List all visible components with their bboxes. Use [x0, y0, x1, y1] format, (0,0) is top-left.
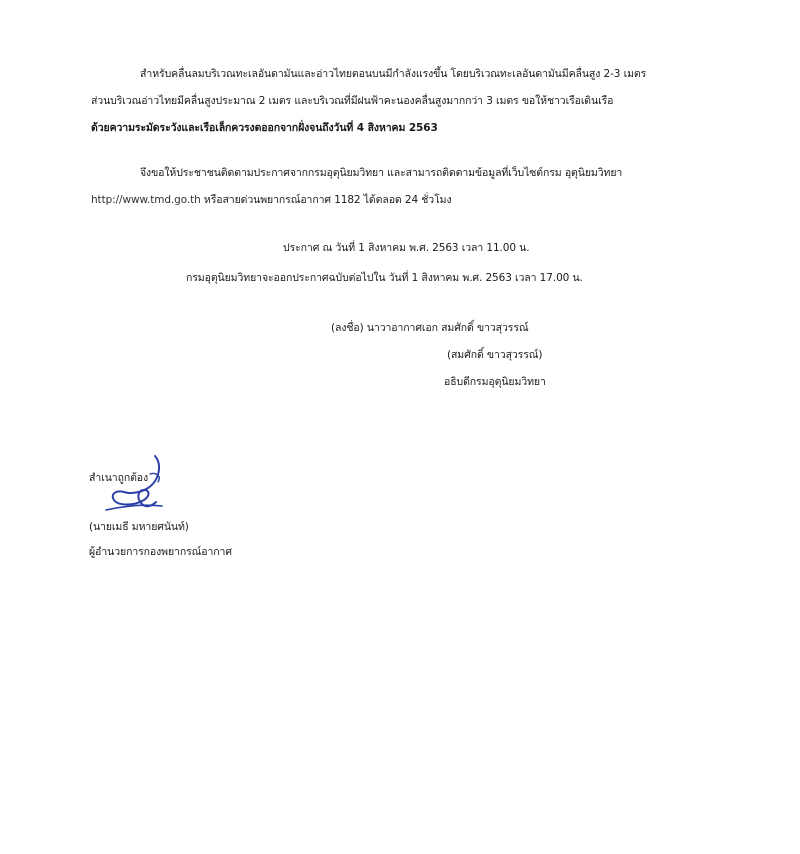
paragraph-1-line-1: สำหรับคลื่นลมบริเวณทะเลอันดามันและอ่าวไทยตอนบนมีกำลังแรงขึ้น โดยบริเวณทะเลอันดามันมีคลื่นสูง 2-3 เมตร	[140, 68, 647, 80]
certified-copy-label: สำเนาถูกต้อง	[89, 472, 149, 484]
paragraph-2-line-1: จึงขอให้ประชาชนติดตามประกาศจากกรมอุตุนิยมวิทยา และสามารถติดตามข้อมูลที่เว็บไซต์กรม อุตุนิยมวิทยา	[140, 167, 623, 179]
signatory-title: อธิบดีกรมอุตุนิยมวิทยา	[444, 376, 546, 388]
website-link[interactable]: http://www.tmd.go.th	[91, 194, 201, 206]
paragraph-1-line-3: ด้วยความระมัดระวังและเรือเล็กควรงดออกจากฝั่งจนถึงวันที่ 4 สิงหาคม 2563	[91, 122, 438, 134]
announcement-next: กรมอุตุนิยมวิทยาจะออกประกาศฉบับต่อไปใน วันที่ 1 สิงหาคม พ.ศ. 2563 เวลา 17.00 น.	[186, 272, 583, 284]
certified-copy-name: (นายเมธี มหายศนันท์)	[89, 521, 189, 533]
signatory-signed-name: (ลงชื่อ) นาวาอากาศเอก สมศักดิ์ ขาวสุวรรณ์	[331, 322, 529, 334]
paragraph-1-line-2: ส่วนบริเวณอ่าวไทยมีคลื่นสูงประมาณ 2 เมตร และบริเวณที่มีฝนฟ้าคะนองคลื่นสูงมากกว่า 3 เมตร ขอให้ชาวเรือเดินเรือ	[91, 95, 614, 107]
signatory-name: (สมศักดิ์ ขาวสุวรรณ์)	[447, 349, 543, 361]
paragraph-2-line-2	[91, 193, 451, 207]
paragraph-2-line-2-rest: หรือสายด่วนพยากรณ์อากาศ 1182 ได้ตลอด 24 ชั่วโมง	[200, 194, 452, 206]
certified-copy-title: ผู้อำนวยการกองพยากรณ์อากาศ	[89, 546, 232, 558]
announcement-issued: ประกาศ ณ วันที่ 1 สิงหาคม พ.ศ. 2563 เวลา 11.00 น.	[283, 242, 530, 254]
